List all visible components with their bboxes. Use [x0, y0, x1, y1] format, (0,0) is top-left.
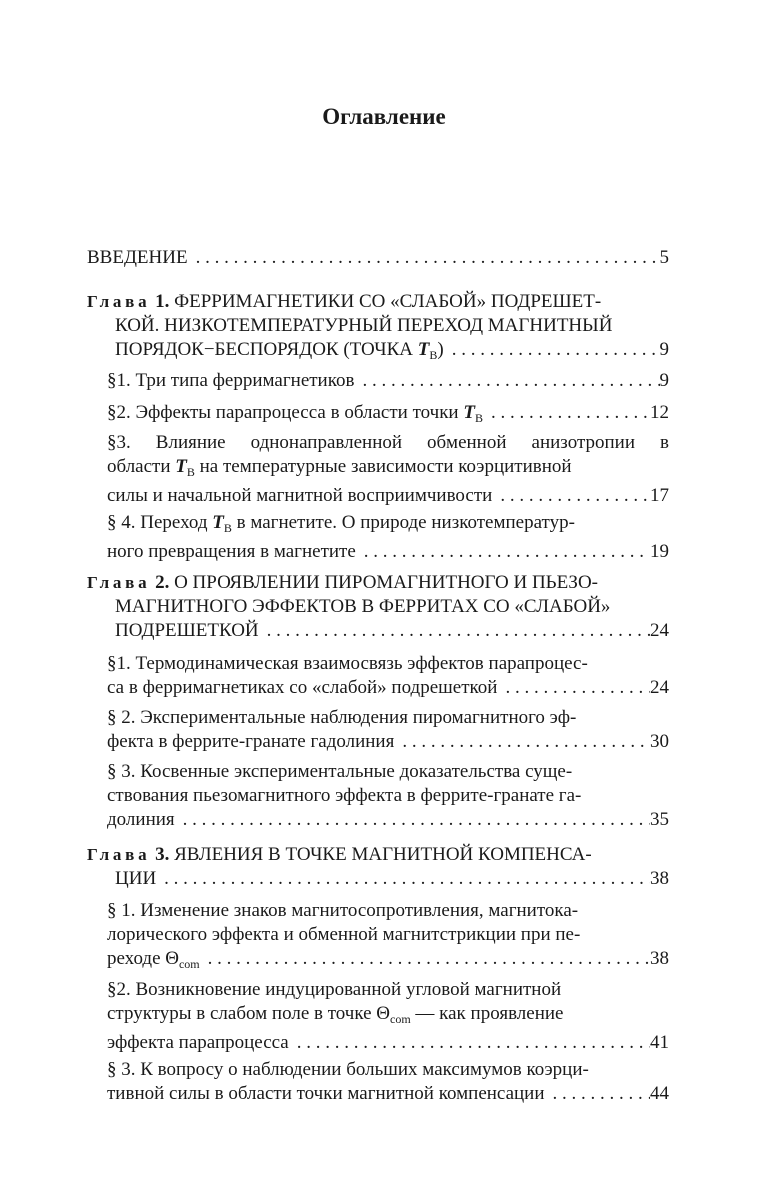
leader-dots	[289, 1031, 650, 1055]
page-number: 38	[650, 868, 669, 889]
chapter-title-line: ПОДРЕШЕТКОЙ	[115, 620, 259, 641]
chapter-label: Глава	[87, 573, 151, 592]
chapter-number: 3.	[155, 844, 170, 865]
section-title-line: § 3. К вопросу о наблюдении больших максимумов коэрци-	[107, 1059, 589, 1080]
page-title: Оглавление	[322, 104, 446, 129]
section-title-line: § 1. Изменение знаков магнитосопротивления, магнитока-	[107, 900, 579, 921]
symbol-t: T	[175, 456, 187, 477]
toc-section-1-4[interactable]	[107, 511, 669, 564]
page-number: 44	[650, 1083, 669, 1104]
page-number: 30	[650, 731, 669, 752]
leader-dots	[483, 401, 650, 430]
section-title: §2. Эффекты парапроцесса в области точки	[107, 402, 464, 423]
toc-section-3-3[interactable]	[107, 1058, 669, 1106]
page-number: 38	[650, 948, 669, 969]
section-title: §1. Три типа ферримагнетиков	[107, 370, 355, 391]
chapter-number: 1.	[155, 291, 170, 312]
page-number: 5	[659, 247, 669, 268]
leader-dots	[354, 369, 659, 393]
section-title-line: § 4. Переход	[107, 512, 213, 533]
toc-chapter-1[interactable]	[87, 290, 669, 367]
section-title-line: §3. Влияние однонаправленной обменной анизотропии в	[107, 432, 669, 453]
leader-dots	[175, 808, 650, 832]
chapter-title-line: О ПРОЯВЛЕНИИ ПИРОМАГНИТНОГО И ПЬЕЗО-	[174, 572, 598, 593]
toc-section-2-1[interactable]	[107, 652, 669, 700]
leader-dots	[356, 540, 650, 564]
page-number: 24	[650, 620, 669, 641]
page-number: 19	[650, 541, 669, 562]
section-title-line: лорического эффекта и обменной магнитстрикции при пе-	[107, 924, 581, 945]
section-title-line: § 3. Косвенные экспериментальные доказательства суще-	[107, 761, 573, 782]
toc-section-1-2[interactable]	[107, 401, 669, 430]
leader-dots	[259, 619, 650, 643]
page-number: 9	[659, 370, 669, 391]
section-title-line: эффекта парапроцесса	[107, 1032, 289, 1053]
symbol-subscript: B	[429, 348, 438, 362]
page-number: 12	[650, 402, 669, 423]
page-number: 17	[650, 485, 669, 506]
section-title-line: са в ферримагнетиках со «слабой» подрешеткой	[107, 677, 498, 698]
toc-section-1-1[interactable]	[107, 369, 669, 393]
section-title-line: в магнетите. О природе низкотемператур-	[231, 512, 575, 533]
symbol-t: T	[417, 339, 430, 360]
leader-dots	[497, 676, 650, 700]
chapter-title-line: ЦИИ	[115, 868, 157, 889]
chapter-title-line: )	[437, 339, 444, 360]
theta-subscript: com	[178, 957, 200, 971]
leader-dots	[188, 246, 660, 270]
page-number: 9	[659, 339, 669, 360]
page-number: 35	[650, 809, 669, 830]
chapter-title-line: ФЕРРИМАГНЕТИКИ СО «СЛАБОЙ» ПОДРЕШЕТ-	[174, 291, 602, 312]
symbol-subscript: B	[186, 465, 195, 479]
section-title-line: долиния	[107, 809, 175, 830]
section-title-line: §1. Термодинамическая взаимосвязь эффектов парапроцес-	[107, 653, 588, 674]
chapter-label: Глава	[87, 845, 151, 864]
page-number: 24	[650, 677, 669, 698]
section-title-line: — как проявление	[410, 1003, 564, 1024]
page-number: 41	[650, 1032, 669, 1053]
entry-text: ВВЕДЕНИЕ	[87, 247, 188, 268]
section-title-line: силы и начальной магнитной восприимчивости	[107, 485, 493, 506]
toc-entry-introduction[interactable]	[87, 246, 669, 270]
toc-section-3-1[interactable]	[107, 899, 669, 976]
section-title-line: тивной силы в области точки магнитной компенсации	[107, 1083, 545, 1104]
leader-dots	[444, 338, 660, 367]
toc-section-1-3[interactable]	[107, 431, 669, 508]
section-title-line: ного превращения в магнетите	[107, 541, 356, 562]
section-title-line: на температурные зависимости коэрцитивной	[194, 456, 572, 477]
symbol-subscript: B	[474, 411, 483, 425]
chapter-title-line: ЯВЛЕНИЯ В ТОЧКЕ МАГНИТНОЙ КОМПЕНСА-	[174, 844, 592, 865]
leader-dots	[156, 867, 650, 891]
section-title-line: реходе Θ	[107, 948, 179, 969]
section-title-line: фекта в феррите-гранате гадолиния	[107, 731, 395, 752]
toc-section-2-2[interactable]	[107, 706, 669, 754]
section-title-line: ствования пьезомагнитного эффекта в феррите-гранате га-	[107, 785, 582, 806]
leader-dots	[545, 1082, 650, 1106]
leader-dots	[492, 484, 650, 508]
toc-section-3-2[interactable]	[107, 978, 669, 1055]
symbol-t: T	[212, 512, 224, 533]
chapter-title-line: ПОРЯДОК−БЕСПОРЯДОК (ТОЧКА	[115, 339, 418, 360]
leader-dots	[394, 730, 650, 754]
toc-chapter-2[interactable]	[87, 571, 669, 643]
chapter-title-line: КОЙ. НИЗКОТЕМПЕРАТУРНЫЙ ПЕРЕХОД МАГНИТНЫЙ	[115, 315, 613, 336]
theta-subscript: com	[390, 1012, 411, 1026]
symbol-subscript: B	[223, 521, 232, 535]
chapter-title-line: МАГНИТНОГО ЭФФЕКТОВ В ФЕРРИТАХ СО «СЛАБОЙ»	[115, 596, 611, 617]
section-title-line: области	[107, 456, 176, 477]
chapter-number: 2.	[155, 572, 170, 593]
toc-chapter-3[interactable]	[87, 843, 669, 891]
section-title-line: § 2. Экспериментальные наблюдения пиромагнитного эф-	[107, 707, 577, 728]
toc-section-2-3[interactable]	[107, 760, 669, 832]
chapter-label: Глава	[87, 292, 151, 311]
section-title-line: §2. Возникновение индуцированной угловой магнитной	[107, 979, 562, 1000]
section-title-line: структуры в слабом поле в точке Θ	[107, 1003, 390, 1024]
leader-dots	[200, 947, 650, 976]
symbol-t: T	[463, 402, 475, 423]
